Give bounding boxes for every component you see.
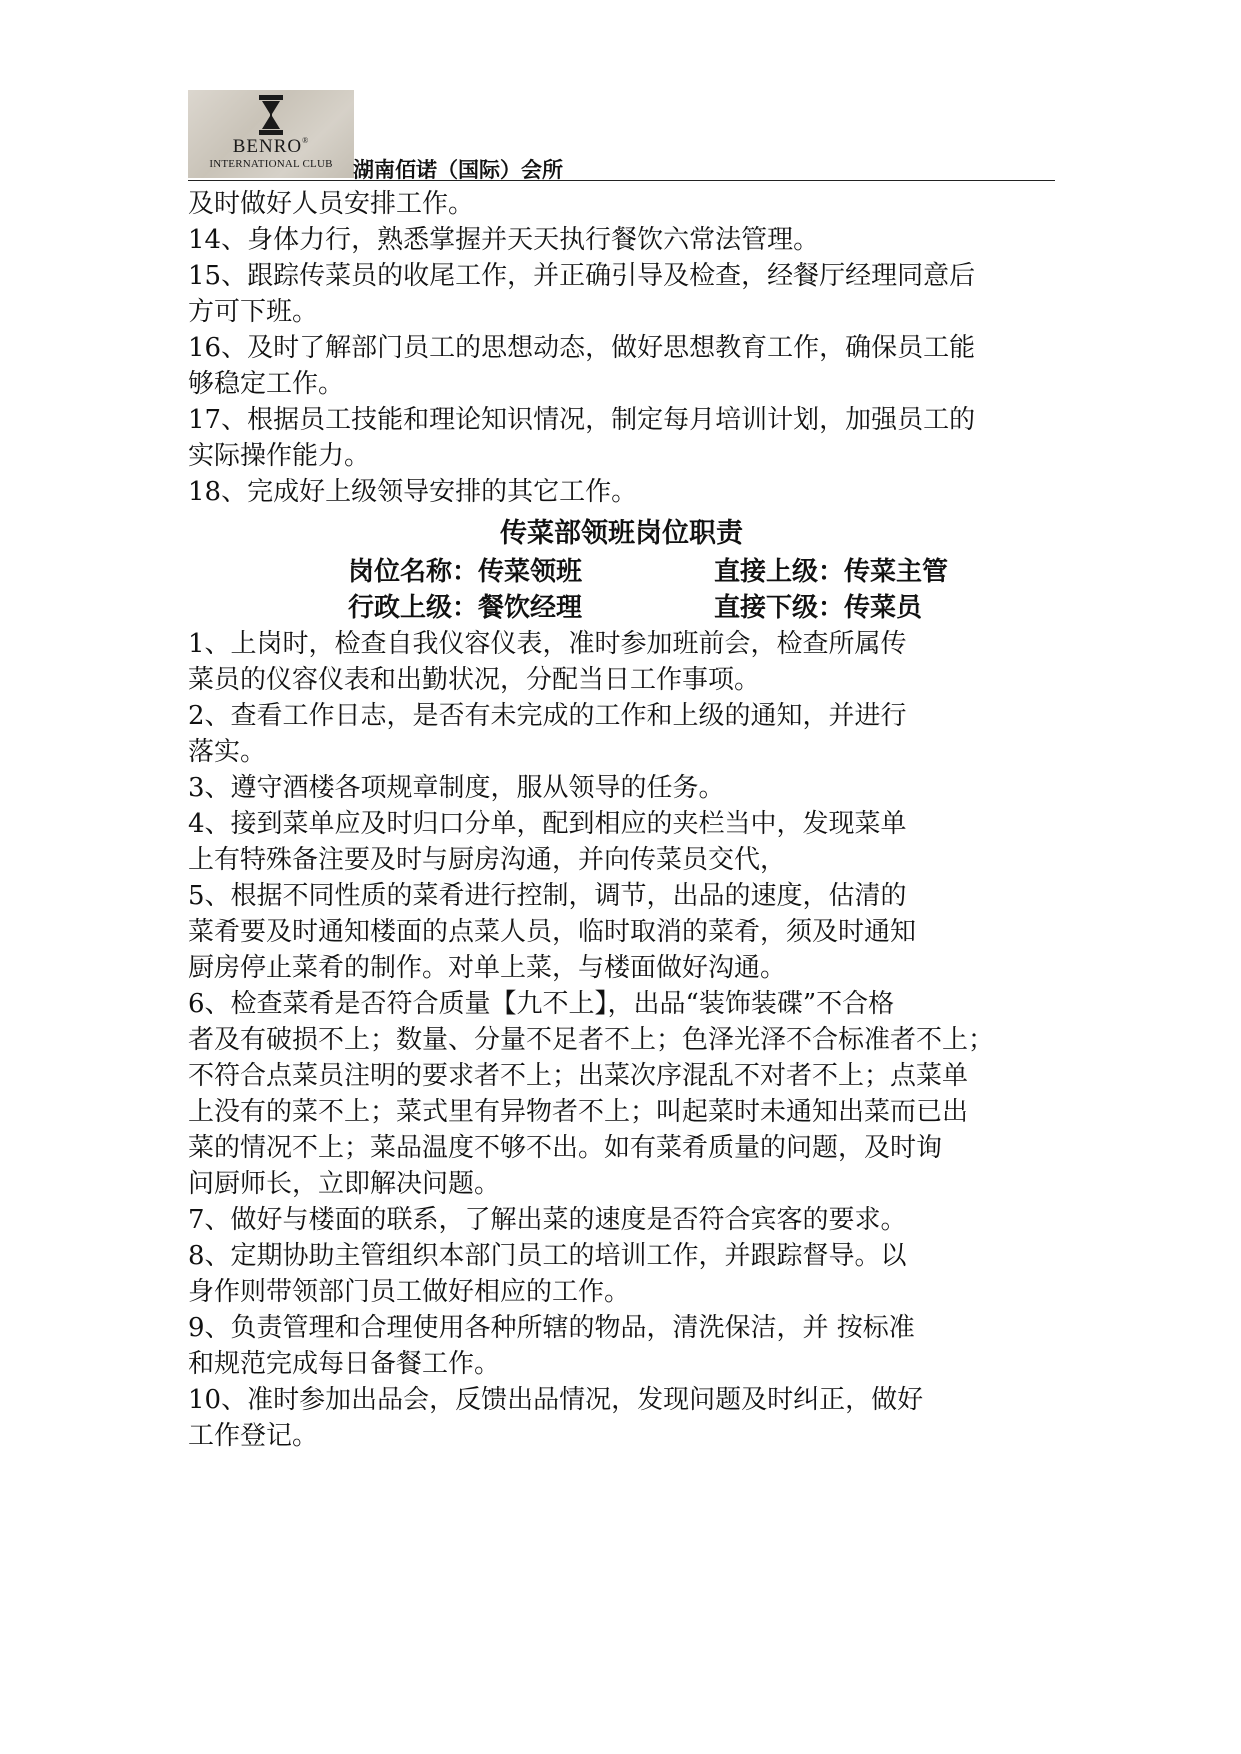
paragraph-line: 14、身体力行，熟悉掌握并天天执行餐饮六常法管理。 — [188, 225, 820, 255]
paragraph-line: 实际操作能力。 — [188, 441, 371, 471]
paragraph-line: 10、准时参加出品会，反馈出品情况，发现问题及时纠正，做好 — [188, 1385, 924, 1415]
paragraph-line: 15、跟踪传菜员的收尾工作，并正确引导及检查，经餐厅经理同意后 — [188, 261, 976, 291]
paragraph-line: 身作则带领部门员工做好相应的工作。 — [188, 1277, 631, 1307]
company-name: 湖南佰诺（国际）会所 — [353, 158, 563, 182]
paragraph-line: 1、上岗时，检查自我仪容仪表，准时参加班前会，检查所属传 — [188, 629, 907, 659]
paragraph-line: 菜肴要及时通知楼面的点菜人员，临时取消的菜肴，须及时通知 — [188, 917, 917, 947]
paragraph-line: 够稳定工作。 — [188, 369, 345, 399]
benro-logo — [188, 90, 354, 178]
paragraph-line: 7、做好与楼面的联系，了解出菜的速度是否符合宾客的要求。 — [188, 1205, 907, 1235]
paragraph-line: 8、定期协助主管组织本部门员工的培训工作，并跟踪督导。以 — [188, 1241, 907, 1271]
paragraph-line: 5、根据不同性质的菜肴进行控制，调节，出品的速度，估清的 — [188, 881, 907, 911]
paragraph-line: 上有特殊备注要及时与厨房沟通，并向传菜员交代， — [188, 845, 787, 875]
paragraph-line: 菜员的仪容仪表和出勤状况，分配当日工作事项。 — [188, 665, 761, 695]
paragraph-line: 厨房停止菜肴的制作。对单上菜，与楼面做好沟通。 — [188, 953, 787, 983]
paragraph-line: 17、根据员工技能和理论知识情况，制定每月培训计划，加强员工的 — [188, 405, 976, 435]
section-title: 传菜部领班岗位职责 — [500, 518, 743, 549]
paragraph-line: 18、完成好上级领导安排的其它工作。 — [188, 477, 638, 507]
paragraph-line: 6、检查菜肴是否符合质量【九不上】，出品“装饰装碟”不合格 — [188, 989, 895, 1019]
paragraph-line: 4、接到菜单应及时归口分单，配到相应的夹栏当中，发现菜单 — [188, 809, 907, 839]
paragraph-line: 不符合点菜员注明的要求者不上；出菜次序混乱不对者不上；点菜单 — [188, 1061, 969, 1091]
position-name: 岗位名称：传菜领班 — [348, 557, 583, 587]
paragraph-line: 者及有破损不上；数量、分量不足者不上；色泽光泽不合标准者不上； — [188, 1025, 995, 1055]
direct-superior: 直接上级：传菜主管 — [714, 557, 949, 587]
logo-subtitle: INTERNATIONAL CLUB — [209, 158, 333, 170]
paragraph-line: 3、遵守酒楼各项规章制度，服从领导的任务。 — [188, 773, 725, 803]
job-meta-row — [188, 590, 1068, 626]
paragraph-line: 落实。 — [188, 737, 267, 767]
paragraph-line: 和规范完成每日备餐工作。 — [188, 1349, 501, 1379]
page-header — [188, 90, 1055, 181]
hourglass-icon — [258, 94, 284, 136]
paragraph-line: 方可下班。 — [188, 297, 319, 327]
direct-subordinate: 直接下级：传菜员 — [714, 593, 923, 623]
paragraph-line: 及时做好人员安排工作。 — [188, 189, 475, 219]
admin-superior: 行政上级：餐饮经理 — [348, 593, 583, 623]
document-body — [188, 186, 1068, 1454]
paragraph-line: 16、及时了解部门员工的思想动态，做好思想教育工作，确保员工能 — [188, 333, 976, 363]
job-meta-row — [188, 554, 1068, 590]
paragraph-line: 问厨师长，立即解决问题。 — [188, 1169, 501, 1199]
paragraph-line: 菜的情况不上；菜品温度不够不出。如有菜肴质量的问题，及时询 — [188, 1133, 943, 1163]
paragraph-line: 工作登记。 — [188, 1421, 319, 1451]
paragraph-line: 9、负责管理和合理使用各种所辖的物品，清洗保洁，并 按标准 — [188, 1313, 915, 1343]
paragraph-line: 上没有的菜不上；菜式里有异物者不上；叫起菜时未通知出菜而已出 — [188, 1097, 969, 1127]
logo-brand-text: BENRO® — [232, 136, 310, 157]
paragraph-line: 2、查看工作日志，是否有未完成的工作和上级的通知，并进行 — [188, 701, 907, 731]
